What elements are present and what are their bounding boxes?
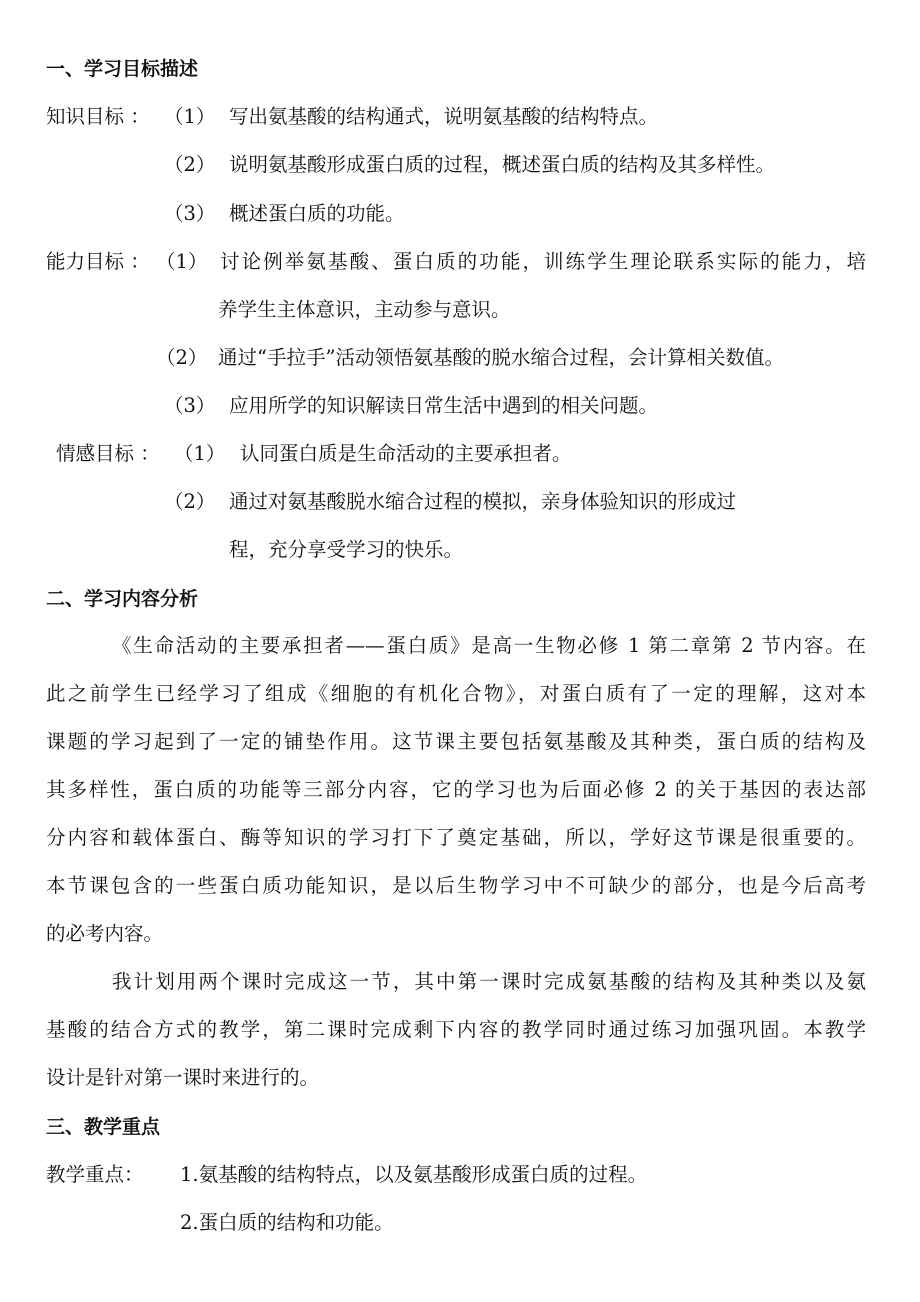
- knowledge-item-2-text: 说明氨基酸形成蛋白质的过程，概述蛋白质的结构及其多样性。: [229, 153, 776, 176]
- ability-item-1-num: （1）: [156, 250, 208, 273]
- ability-item-1-text-line2: 养学生主体意识，主动参与意识。: [218, 298, 511, 321]
- emotion-item-1-text: 认同蛋白质是生命活动的主要承担者。: [240, 442, 572, 465]
- emotion-goals-label: 情感目标 ：: [56, 442, 160, 465]
- para1-line-6: 本节课包含的一些蛋白质功能知识，是以后生物学习中不可缺少的部分，也是今后高考: [46, 874, 866, 897]
- knowledge-item-1-text: 写出氨基酸的结构通式，说明氨基酸的结构特点。: [229, 105, 659, 128]
- para1-line-7: 的必考内容。: [46, 922, 164, 945]
- ability-item-2-num: （2）: [156, 346, 208, 369]
- ability-goals-label: 能力目标 ：: [46, 250, 150, 273]
- ability-item-3-text: 应用所学的知识解读日常生活中遇到的相关问题。: [229, 394, 659, 417]
- para2-line-3: 设计是针对第一课时来进行的。: [46, 1066, 320, 1089]
- ability-item-2-text: 通过“手拉手”活动领悟氨基酸的脱水缩合过程，会计算相关数值。: [218, 346, 784, 369]
- emotion-item-2-num: （2）: [164, 490, 216, 513]
- para2-line-2: 基酸的结合方式的教学，第二课时完成剩下内容的教学同时通过练习加强巩固。本教学: [46, 1018, 866, 1041]
- para2-line-1: 我计划用两个课时完成这一节，其中第一课时完成氨基酸的结构及其种类以及氨: [112, 970, 866, 993]
- teaching-focus-label: 教学重点：: [46, 1163, 144, 1186]
- teaching-focus-item-2: 2.蛋白质的结构和功能。: [180, 1211, 394, 1234]
- para1-line-4: 其多样性，蛋白质的功能等三部分内容，它的学习也为后面必修 2 的关于基因的表达部: [46, 778, 866, 801]
- knowledge-item-2-num: （2）: [164, 153, 216, 176]
- para1-line-3: 课题的学习起到了一定的铺垫作用。这节课主要包括氨基酸及其种类，蛋白质的结构及: [46, 730, 866, 753]
- emotion-item-2-text-line2: 程，充分享受学习的快乐。: [229, 538, 464, 561]
- knowledge-item-1-num: （1）: [164, 105, 216, 128]
- knowledge-item-3-text: 概述蛋白质的功能。: [229, 202, 405, 225]
- section-title-teaching-focus: 三、教学重点: [46, 1116, 161, 1138]
- para1-line-2: 此之前学生已经学习了组成《细胞的有机化合物》，对蛋白质有了一定的理解，这对本: [46, 682, 866, 705]
- para1-line-1: 《生命活动的主要承担者——蛋白质》是高一生物必修 1 第二章第 2 节内容。在: [112, 634, 866, 657]
- emotion-item-2-text-line1: 通过对氨基酸脱水缩合过程的模拟，亲身体验知识的形成过: [229, 490, 737, 513]
- para1-line-5: 分内容和载体蛋白、酶等知识的学习打下了奠定基础，所以，学好这节课是很重要的。: [46, 826, 866, 849]
- teaching-focus-item-1: 1.氨基酸的结构特点，以及氨基酸形成蛋白质的过程。: [180, 1163, 648, 1186]
- section-title-learning-goals: 一、学习目标描述: [46, 58, 199, 80]
- section-title-content-analysis: 二、学习内容分析: [46, 588, 199, 610]
- knowledge-item-3-num: （3）: [164, 202, 216, 225]
- emotion-item-1-num: （1）: [174, 442, 226, 465]
- ability-item-1-text-line1: 讨论例举氨基酸、蛋白质的功能，训练学生理论联系实际的能力，培: [220, 250, 866, 273]
- ability-item-3-num: （3）: [164, 394, 216, 417]
- knowledge-goals-label: 知识目标 ：: [46, 105, 150, 128]
